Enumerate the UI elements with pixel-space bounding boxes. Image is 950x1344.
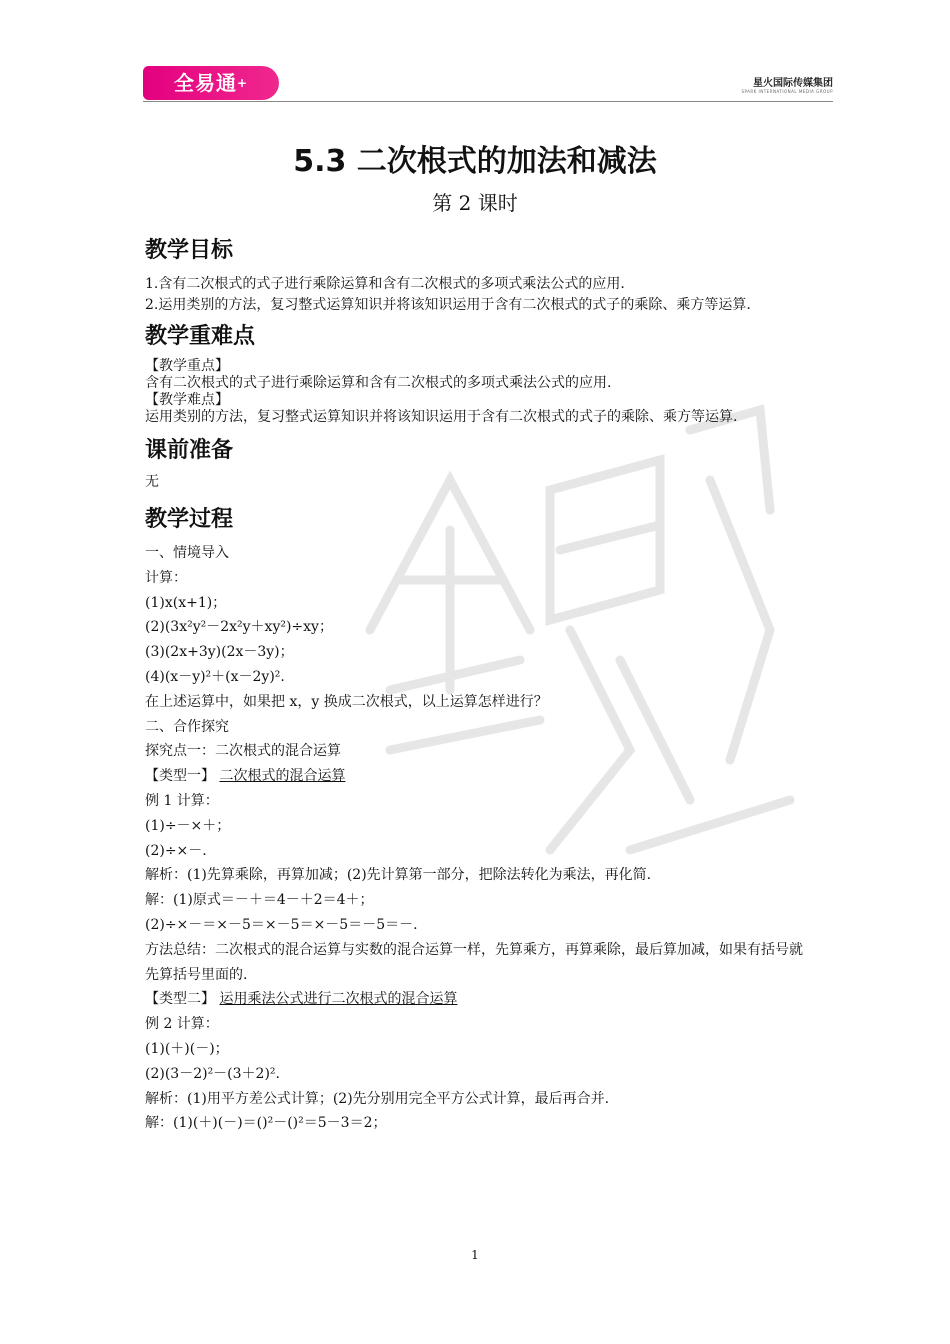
header-divider — [143, 101, 833, 102]
type-two-title: 运用乘法公式进行二次根式的混合运算 — [219, 991, 458, 1008]
calc-label: 计算： — [145, 569, 187, 586]
focus-label: 【教学重点】 — [145, 358, 229, 374]
page-title: 5.3 二次根式的加法和减法 — [293, 144, 657, 179]
calc-item: (1)x(x+1)； — [145, 594, 227, 611]
type-one-heading — [145, 764, 810, 789]
focus-text: 含有二次根式的式子进行乘除运算和含有二次根式的多项式乘法公式的应用. — [145, 375, 612, 391]
document-body — [145, 232, 810, 1136]
calc-item: (3)(2x+3y)(2x－3y)； — [145, 644, 294, 661]
type-one-label: 【类型一】 — [145, 768, 215, 785]
objective-item: 1.含有二次根式的式子进行乘除运算和含有二次根式的多项式乘法公式的应用. — [145, 276, 625, 292]
objective-item: 2.运用类别的方法，复习整式运算知识并将该知识运用于含有二次根式的式子的乘除、乘方等运算. — [145, 297, 751, 313]
example-two-item: (2)(3－2)²－(3＋2)². — [145, 1065, 280, 1082]
explore-title: 二、合作探究 — [145, 718, 229, 735]
calc-item: (4)(x－y)²＋(x－2y)². — [145, 668, 285, 685]
publisher-logo — [741, 74, 833, 94]
example-two-analysis: 解析：(1)用平方差公式计算；(2)先分别用完全平方公式计算，最后再合并. — [145, 1090, 610, 1107]
difficulty-text: 运用类别的方法，复习整式运算知识并将该知识运用于含有二次根式的式子的乘除、乘方等运算. — [145, 409, 738, 425]
example-two-solution: 解：(1)(＋)(－)＝()²－()²＝5－3＝2； — [145, 1115, 387, 1132]
preparation-text: 无 — [145, 474, 159, 490]
section-heading-keypoints: 教学重难点 — [145, 324, 256, 349]
example-one-solution: 解：(1)原式＝－＋＝4－＋2＝4＋； — [145, 892, 374, 909]
example-two-label: 例 2 计算： — [145, 1016, 219, 1033]
calc-item: (2)(3x²y²－2x²y＋xy²)÷xy； — [145, 619, 333, 636]
difficulty-label: 【教学难点】 — [145, 392, 229, 408]
type-two-heading — [145, 987, 810, 1012]
section-heading-preparation: 课前准备 — [145, 438, 234, 463]
page-number: 1 — [471, 1248, 479, 1262]
publisher-english: SPARK INTERNATIONAL MEDIA GROUP — [741, 89, 833, 94]
example-one-item: (2)÷×－. — [145, 842, 207, 859]
example-two-item: (1)(＋)(－)； — [145, 1040, 229, 1057]
sparkle-icon: + — [236, 76, 249, 90]
type-two-label: 【类型二】 — [145, 991, 215, 1008]
example-one-solution: (2)÷×－＝×－5＝×－5＝×－5＝－5＝－. — [145, 916, 418, 933]
explore-point-one: 探究点一：二次根式的混合运算 — [145, 743, 341, 760]
question-text: 在上述运算中，如果把 x，y 换成二次根式，以上运算怎样进行？ — [145, 693, 548, 710]
example-one-label: 例 1 计算： — [145, 792, 219, 809]
page-header — [143, 66, 833, 102]
section-heading-objectives: 教学目标 — [145, 238, 234, 263]
publisher-name: 星火国际传媒集团 — [753, 78, 833, 89]
method-summary: 方法总结：二次根式的混合运算与实数的混合运算一样，先算乘方，再算乘除，最后算加减，如果有括号就先算括号里面的. — [145, 941, 803, 983]
example-one-item: (1)÷－×＋； — [145, 817, 231, 834]
example-one-analysis: 解析：(1)先算乘除，再算加减；(2)先计算第一部分，把除法转化为乘法，再化简. — [145, 867, 652, 884]
intro-title: 一、情境导入 — [145, 545, 229, 561]
brand-logo: 全易通+ — [143, 66, 279, 100]
type-one-title: 二次根式的混合运算 — [219, 768, 346, 785]
section-heading-process: 教学过程 — [145, 507, 234, 532]
page-subtitle: 第 2 课时 — [432, 191, 518, 215]
